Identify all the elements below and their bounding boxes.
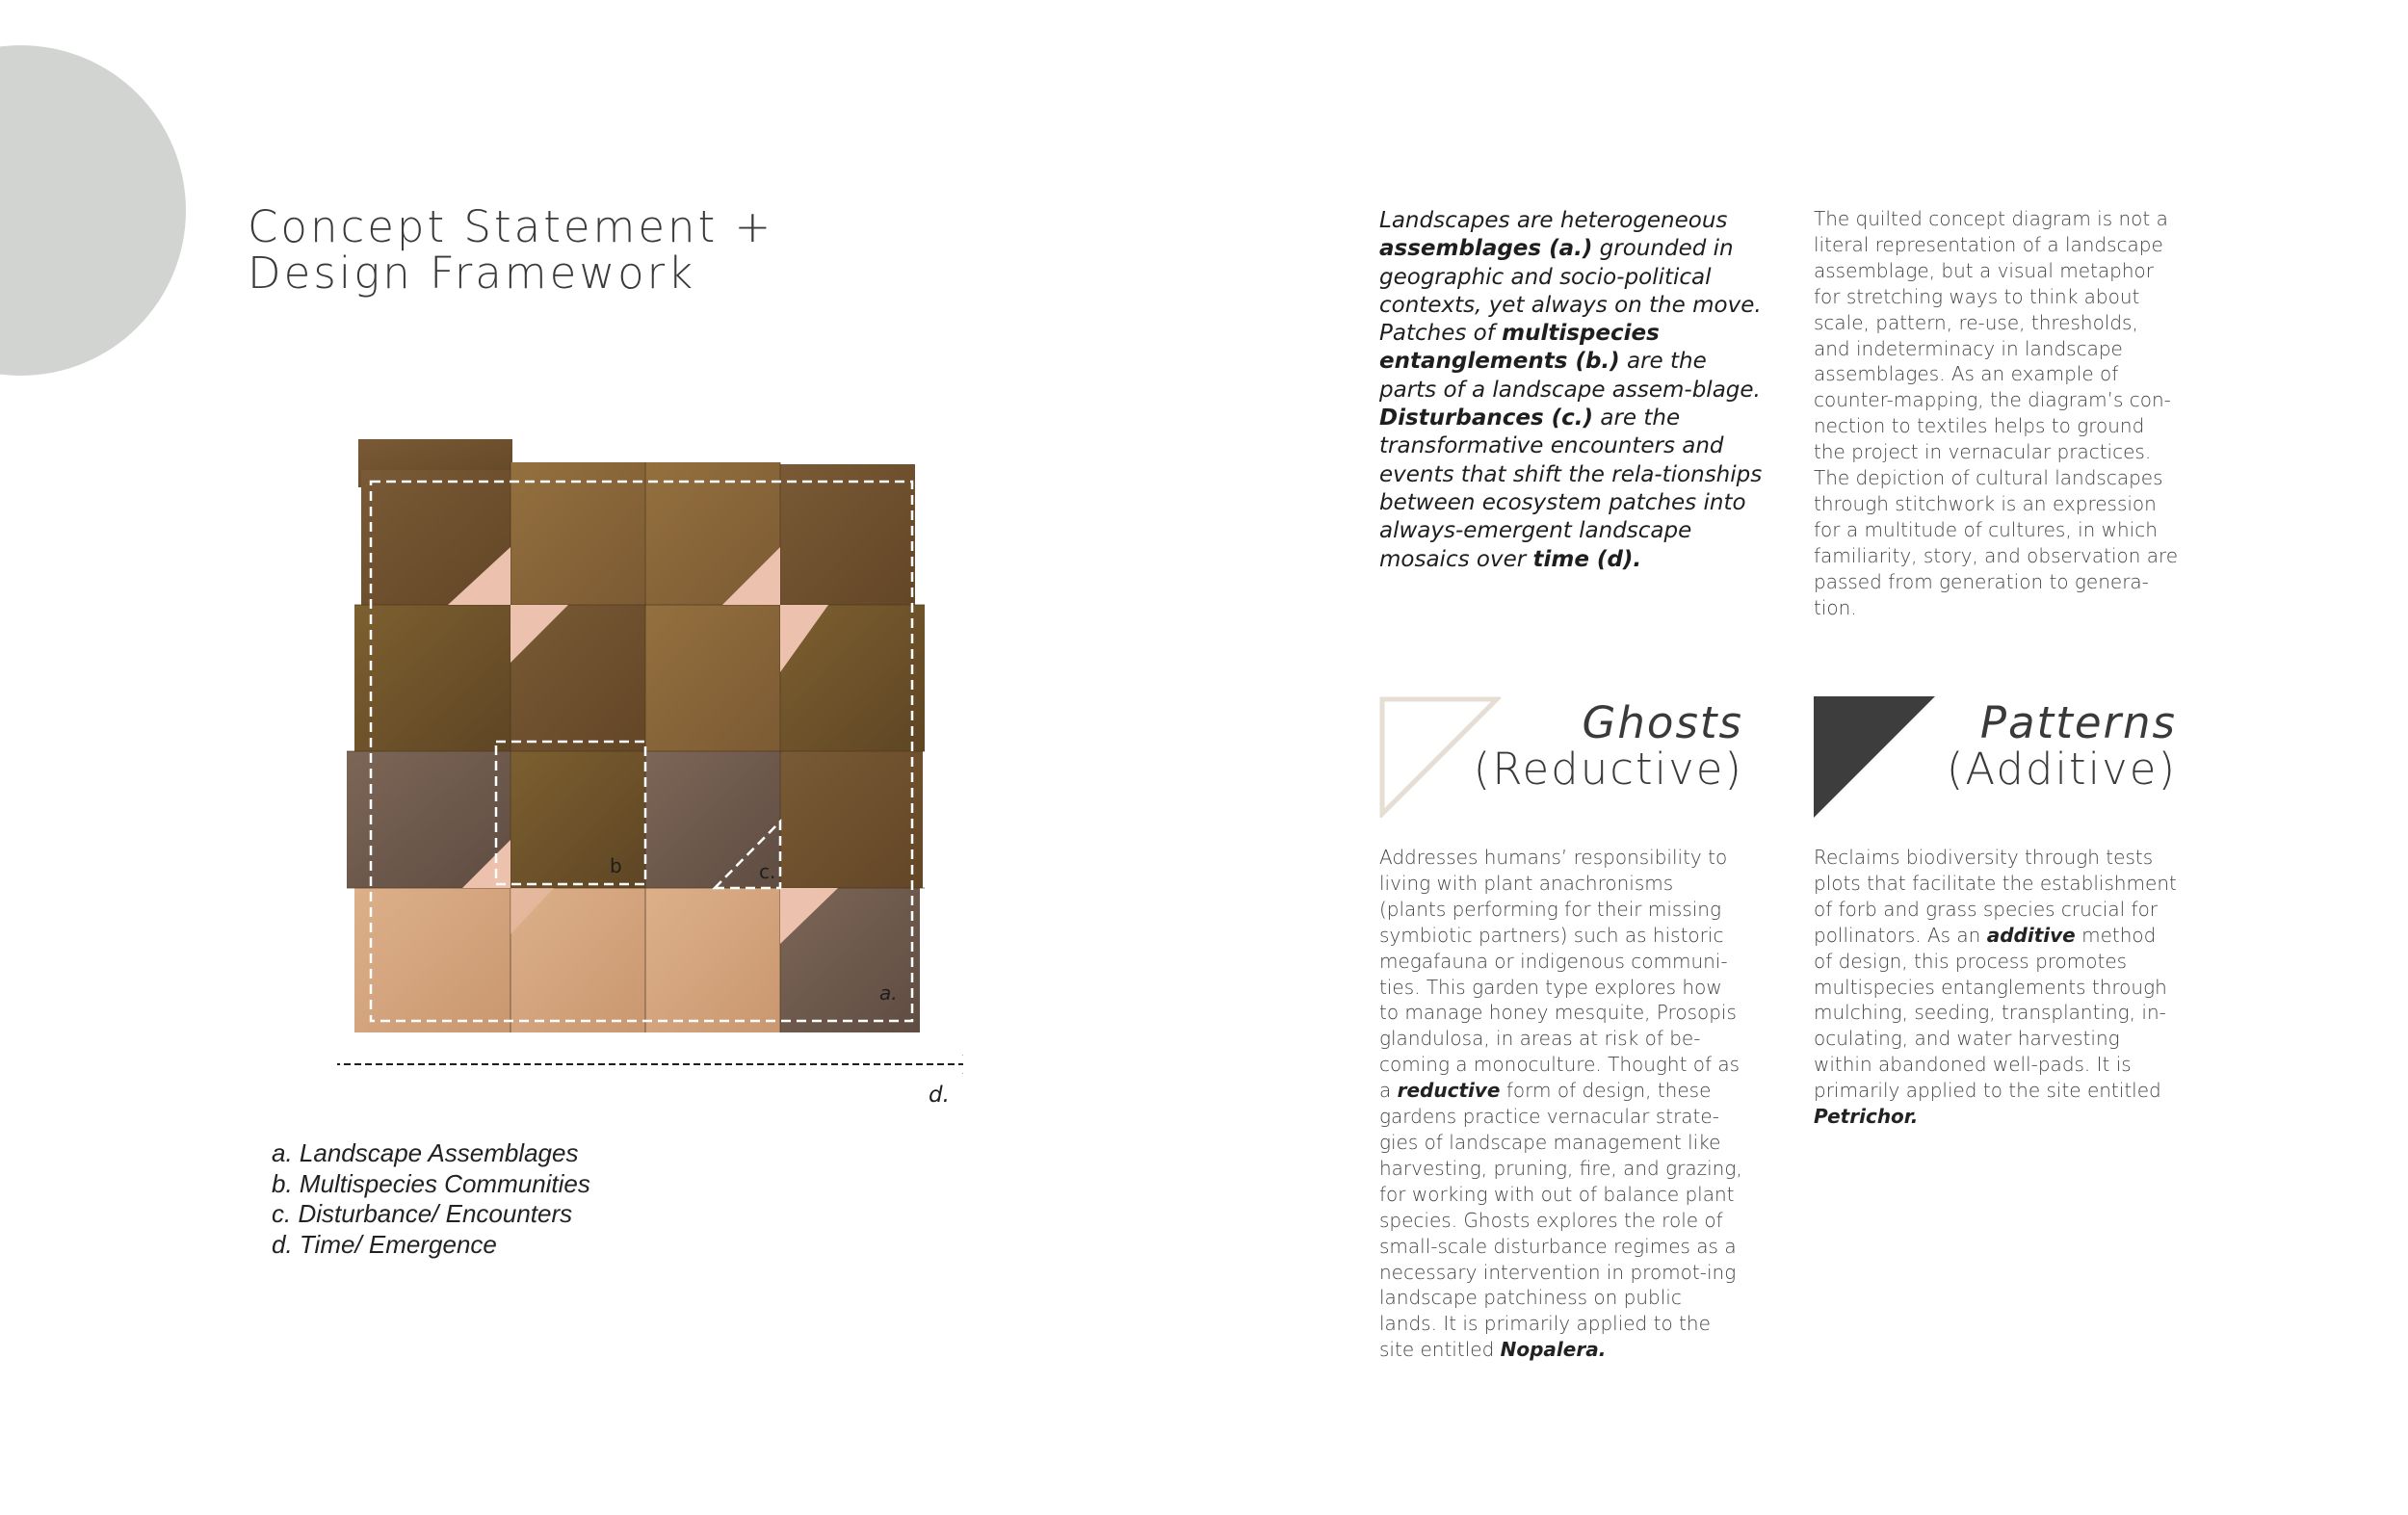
quilt-concept-diagram: [337, 433, 963, 1108]
legend-item: a. Landscape Assemblages: [272, 1138, 579, 1167]
diagram-label-c: c.: [759, 860, 776, 883]
diagram-label-a: a.: [879, 981, 898, 1005]
patterns-description: [1814, 845, 2180, 1130]
ghosts-emphasis: reductive: [1397, 1079, 1501, 1103]
page-title-line-1: Concept Statement +: [248, 201, 774, 252]
intro-emphasis: assemblages (a.): [1379, 236, 1593, 262]
intro-text: Landscapes are heterogeneous: [1379, 208, 1728, 233]
diagram-description: The quilted concept diagram is not a literal representation of a landscape assemblage, but a visual metaphor for stretching ways to think about scale, pattern, re-use, thresholds, and indeterminacy in landscape assemblages. As an example of counter-mapping, the diagram’s con-nection to textiles helps to ground the project in vernacular practices. The depiction of cultural landscapes through stitchwork is an expression for a multitude of cultures, in which familiarity, story, and observation are passed from generation to genera-tion.: [1814, 207, 2179, 619]
intro-text: grounded in geographic and socio-political contexts, yet always on the move. Patches of: [1379, 236, 1762, 347]
intro-text: are the transformative encounters and events that shift the rela-tionships between ecosystem patches into always-emergent landscape mosaics over: [1379, 405, 1763, 572]
patterns-subtitle: (Additive): [1946, 744, 2177, 795]
page-title-line-2: Design Framework: [248, 248, 696, 299]
ghosts-heading: [1445, 697, 1743, 795]
ghosts-title: Ghosts: [1582, 697, 1743, 748]
ghosts-text: form of design, these gardens practice vernacular strate-gies of landscape management like harvesting, pruning, fire, and grazing, for working with out of balance plant species. Ghosts explores the role of small-scale disturbance regimes as a necessary intervention in promot-ing landscape patchiness on public lands. It is primarily applied to the site entitled: [1379, 1079, 1742, 1362]
intro-text: are the parts of a landscape assem-blage.: [1379, 349, 1761, 403]
patterns-text: method of design, this process promotes multispecies entanglements through mulching, seeding, transplanting, in-oculating, and water harvesting within abandoned well-pads. It is primarily applied to the site entitled: [1814, 923, 2167, 1103]
intro-statement: [1379, 207, 1765, 574]
patterns-site-name: Petrichor.: [1814, 1105, 1919, 1129]
diagram-legend: [272, 1138, 590, 1260]
page-title: [248, 201, 774, 299]
diagram-label-b: b: [610, 854, 622, 877]
quilt-patch: [645, 605, 780, 751]
intro-emphasis: multispecies entanglements (b.): [1379, 321, 1660, 375]
quilt-diagram-svg: [337, 433, 963, 1108]
quilt-patch: [354, 888, 510, 1032]
legend-item: d. Time/ Emergence: [272, 1229, 497, 1259]
quilt-patch: [645, 888, 780, 1032]
patterns-text: Reclaims biodiversity through tests plots that facilitate the establishment of forb and grass species crucial for pollinators. As an: [1814, 846, 2177, 947]
ghosts-text: Addresses humans’ responsibility to living with plant anachronisms (plants performing for their missing symbiotic partners) such as historic megafauna or indigenous communi-ties. This garden type explores how to manage honey mesquite, Prosopis glandulosa, in areas at risk of be-coming a monoculture. Thought of as a: [1379, 846, 1741, 1103]
patterns-emphasis: additive: [1986, 923, 2076, 947]
quilt-patch: [354, 605, 510, 751]
quilt-patch: [780, 464, 915, 605]
diagram-label-d: d.: [929, 1083, 950, 1108]
patterns-heading: [1888, 697, 2177, 795]
quilt-patch: [780, 751, 923, 888]
ghosts-description: [1379, 845, 1745, 1363]
quilt-patch: [510, 462, 645, 605]
legend-item: c. Disturbance/ Encounters: [272, 1199, 573, 1228]
ghosts-subtitle: (Reductive): [1473, 744, 1743, 795]
intro-emphasis: time (d).: [1532, 546, 1642, 572]
decorative-circle: [0, 45, 186, 376]
patterns-title: Patterns: [1979, 697, 2177, 748]
intro-emphasis: Disturbances (c.): [1379, 405, 1594, 431]
quilt-patch: [510, 751, 645, 888]
time-arrow: [337, 1055, 963, 1074]
legend-item: b. Multispecies Communities: [272, 1168, 590, 1198]
ghosts-site-name: Nopalera.: [1500, 1338, 1607, 1362]
